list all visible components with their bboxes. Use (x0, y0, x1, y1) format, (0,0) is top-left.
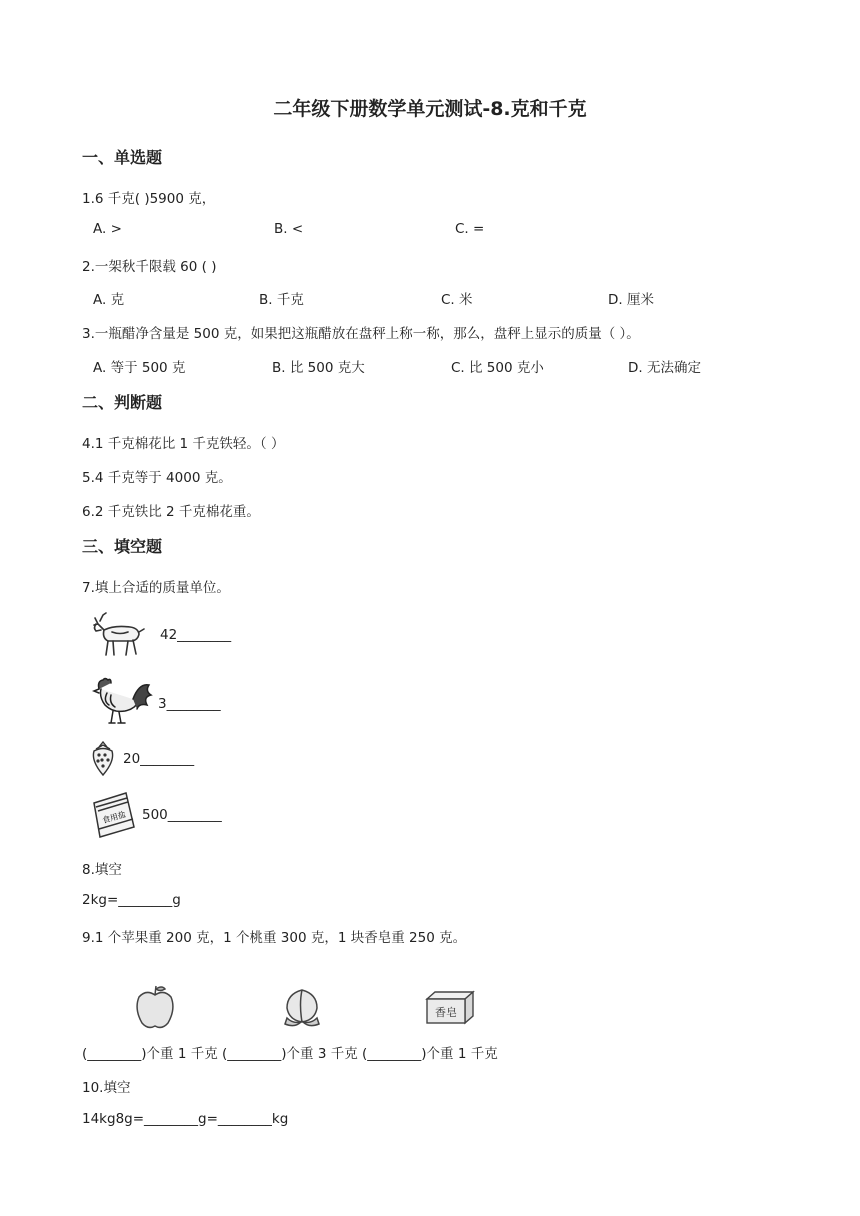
q1-option-c: C. = (455, 221, 485, 237)
q7-salt-blank[interactable]: 500________ (142, 807, 222, 823)
q2-option-d: D. 厘米 (608, 292, 654, 308)
q2-option-c: C. 米 (441, 292, 473, 308)
soap-label: 香皂 (435, 1006, 457, 1019)
section-heading-single-choice: 一、单选题 (82, 148, 163, 167)
q3-option-b: B. 比 500 克大 (272, 360, 365, 376)
question-2: 2.一架秋千限载 60 ( ) (82, 259, 217, 275)
question-9: 9.1 个苹果重 200 克，1 个桃重 300 克，1 块香皂重 250 克。 (82, 930, 467, 946)
q1-option-b: B. < (274, 221, 304, 237)
question-7: 7.填上合适的质量单位。 (82, 580, 230, 596)
q7-rooster-blank[interactable]: 3________ (158, 696, 221, 712)
q8-blank-line[interactable]: 2kg=________g (82, 892, 181, 908)
rooster-icon (89, 675, 155, 729)
soap-icon (424, 989, 476, 1025)
question-8: 8.填空 (82, 862, 122, 878)
q1-option-a: A. > (93, 221, 122, 237)
strawberry-icon (90, 741, 116, 777)
apple-icon (134, 983, 176, 1031)
question-4: 4.1 千克棉花比 1 千克铁轻。（ ） (82, 436, 285, 452)
q3-option-a: A. 等于 500 克 (93, 360, 186, 376)
q10-blank-line[interactable]: 14kg8g=________g=________kg (82, 1111, 289, 1127)
question-1: 1.6 千克( )5900 克， (82, 191, 216, 207)
q9-blank-line[interactable]: (________)个重 1 千克 (________)个重 3 千克 (________)个重 1 千克 (82, 1046, 498, 1062)
q7-strawberry-blank[interactable]: 20________ (123, 751, 195, 767)
q2-option-a: A. 克 (93, 292, 125, 308)
question-10: 10.填空 (82, 1080, 131, 1096)
q3-option-d: D. 无法确定 (628, 360, 701, 376)
salt-bag-icon (88, 789, 140, 841)
goat-icon (90, 608, 148, 660)
question-5: 5.4 千克等于 4000 克。 (82, 470, 232, 486)
question-3: 3.一瓶醋净含量是 500 克，如果把这瓶醋放在盘秤上称一称，那么，盘秤上显示的质量（ ）。 (82, 326, 640, 342)
q3-option-c: C. 比 500 克小 (451, 360, 544, 376)
question-6: 6.2 千克铁比 2 千克棉花重。 (82, 504, 260, 520)
section-heading-fill-blank: 三、填空题 (82, 537, 163, 556)
q7-goat-blank[interactable]: 42________ (160, 627, 232, 643)
q2-option-b: B. 千克 (259, 292, 304, 308)
salt-bag-label: 食用盐 (101, 809, 127, 826)
page-title: 二年级下册数学单元测试-8.克和千克 (273, 98, 587, 120)
section-heading-true-false: 二、判断题 (82, 393, 163, 412)
peach-icon (279, 984, 325, 1030)
